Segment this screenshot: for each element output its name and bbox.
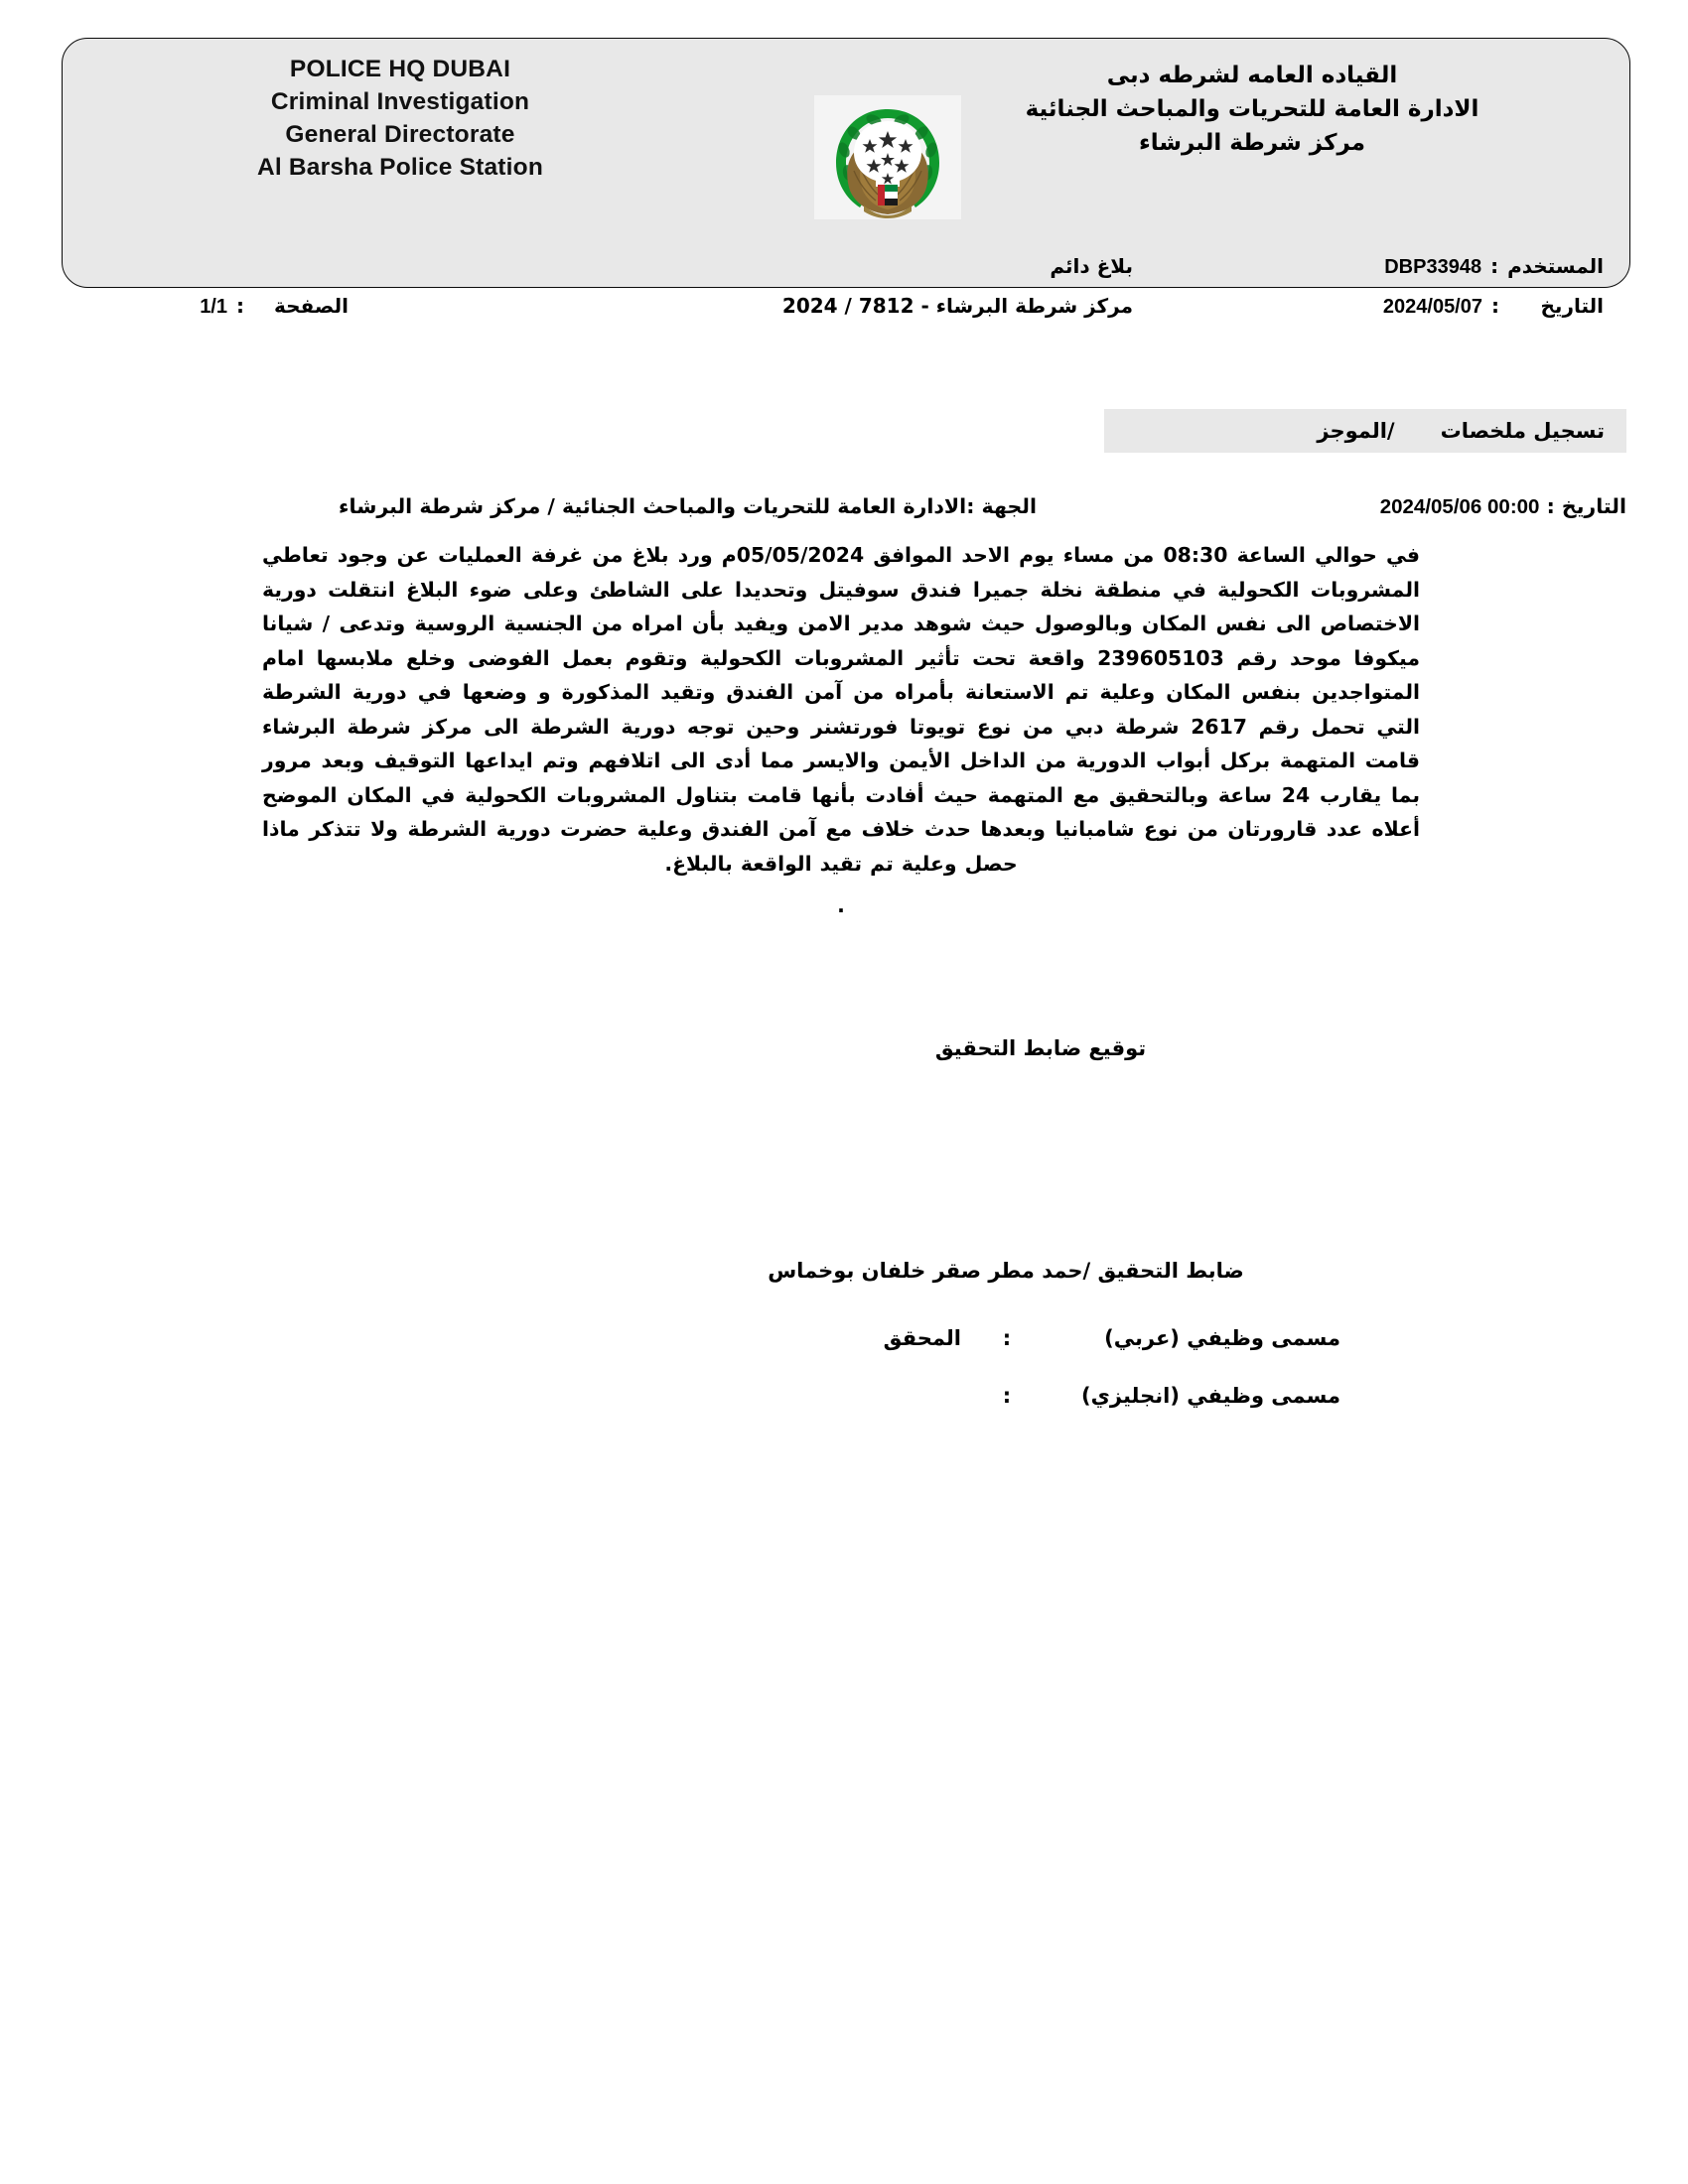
section-title-bar	[1104, 409, 1626, 453]
header-info-rows	[63, 242, 1629, 334]
section-title-primary: تسجيل ملخصات	[1440, 419, 1605, 443]
document-header-card	[62, 38, 1630, 318]
date-row	[1383, 294, 1604, 319]
report-date-value: 2024/05/06 00:00	[1379, 495, 1540, 518]
date-label: التاريخ	[1540, 294, 1604, 318]
user-row	[1384, 254, 1604, 279]
report-body-paragraph: في حوالي الساعة 08:30 من مساء يوم الاحد الموافق 05/05/2024م ورد بلاغ من غرفة العمليات عن وجود تعاطي المشروبات الكحولية في منطقة نخلة جميرا فندق سوفيتل وتحديدا على الشاطئ وعلى ضوء البلاغ انتقلت دورية الاختصاص الى نفس المكان وبالوصول حيث شوهد مدير الامن ويفيد بأن امراه من الجنسية الروسية وتدعى / شيانا ميكوفا موحد رقم 239605103 واقعة تحت تأثير المشروبات الكحولية وتقوم بعمل الفوضى وخلع ملابسها امام المتواجدين بنفس المكان وعلية تم الاستعانة بأمراه من آمن الفندق وتقيد المذكورة و وضعها في دورية الشرطة التي تحمل رقم 2617 شرطة دبي من نوع تويوتا فورتشنر وحين توجه دورية الشرطة الى مركز شرطة البرشاء قامت المتهمة بركل أبواب الدورية من الداخل الأيمن والايسر مما أدى الى اتلافهم وتم ايداعها التوقيف وبعد مرور بما يقارب 24 ساعة وبالتحقيق مع المتهمة حيث أفادت بأنها قامت بتناول المشروبات الكحولية في المكان الموضح أعلاه عدد قارورتان من نوع شامبانيا وبعدها حدث خلاف مع آمن الفندق وعلية حضرت دورية الشرطة ولا تتذكر ماذا حصل وعلية تم تقيد الواقعة بالبلاغ.	[262, 543, 1420, 876]
header-english-line-3: General Directorate	[285, 121, 515, 148]
section-title-secondary: /الموجز	[1317, 419, 1395, 443]
header-english-title	[162, 53, 638, 184]
page-colon: :	[236, 294, 244, 318]
user-value: DBP33948	[1384, 256, 1482, 278]
page-row	[200, 294, 349, 319]
date-value: 2024/05/07	[1382, 296, 1482, 318]
report-type: بلاغ دائم	[1050, 254, 1133, 278]
user-colon: :	[1490, 254, 1499, 278]
job-title-arabic-row	[884, 1326, 1340, 1350]
uae-falcon-emblem-icon	[814, 95, 961, 219]
header-arabic-line-1: القياده العامه لشرطه دبى	[1106, 63, 1398, 88]
header-english-line-2: Criminal Investigation	[270, 88, 530, 115]
report-meta-row	[62, 494, 1626, 530]
job-title-arabic-label: مسمى وظيفي (عربي)	[1104, 1326, 1340, 1350]
job-title-english-colon: :	[1002, 1384, 1012, 1408]
page-label: الصفحة	[273, 294, 349, 318]
report-entity: الجهة :الادارة العامة للتحريات والمباحث الجنائية / مركز شرطة البرشاء	[339, 494, 1037, 518]
header-arabic-line-2: الادارة العامة للتحريات والمباحث الجنائية	[1025, 96, 1479, 122]
date-colon: :	[1491, 294, 1499, 318]
job-title-english-row	[961, 1384, 1340, 1408]
job-title-arabic-value: المحقق	[883, 1326, 961, 1350]
page-value: 1/1	[200, 296, 227, 318]
header-arabic-line-3: مركز شرطة البرشاء	[1138, 130, 1365, 156]
report-body	[262, 538, 1420, 923]
investigating-officer-name: ضابط التحقيق /حمد مطر صقر خلفان بوخماس	[768, 1259, 1244, 1283]
user-label: المستخدم	[1507, 254, 1604, 278]
header-english-line-1: POLICE HQ DUBAI	[289, 56, 511, 82]
report-body-trailing-dot: .	[837, 893, 845, 917]
report-date	[1380, 494, 1626, 519]
header-english-line-4: Al Barsha Police Station	[257, 154, 543, 181]
report-date-label: التاريخ :	[1546, 494, 1626, 518]
job-title-arabic-colon: :	[1002, 1326, 1012, 1350]
job-title-english-label: مسمى وظيفي (انجليزي)	[1081, 1384, 1340, 1408]
header-arabic-title	[944, 59, 1560, 160]
form-number: مركز شرطة البرشاء - 7812 / 2024	[781, 294, 1133, 318]
signature-title: توقيع ضابط التحقيق	[934, 1036, 1147, 1060]
